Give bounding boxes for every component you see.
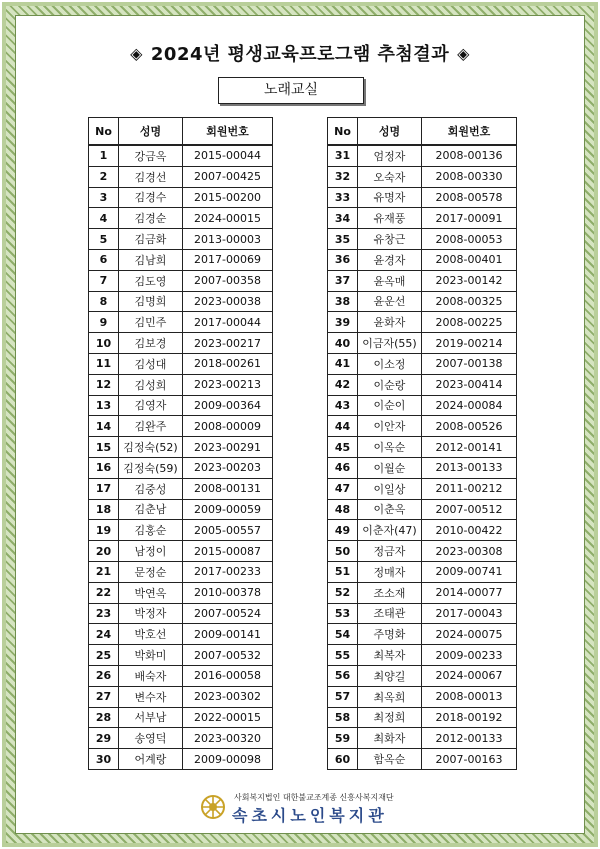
row-name: 강금옥 [119,145,183,166]
table-row [328,395,517,416]
row-name: 정매자 [358,561,422,582]
row-number: 11 [89,353,119,374]
table-header-row [89,118,273,146]
row-number: 34 [328,208,358,229]
table-row [328,187,517,208]
row-number: 54 [328,624,358,645]
row-name: 유창근 [358,229,422,250]
table-row [328,499,517,520]
row-member-id: 2019-00214 [422,333,517,354]
table-row [89,208,273,229]
row-number: 1 [89,145,119,166]
row-name: 어계랑 [119,749,183,770]
row-name: 최옥희 [358,686,422,707]
row-member-id: 2015-00087 [183,541,273,562]
row-member-id: 2012-00141 [422,437,517,458]
row-number: 24 [89,624,119,645]
roster-table-right [327,117,517,770]
table-row [89,541,273,562]
row-name: 김경선 [119,166,183,187]
row-name: 조소재 [358,582,422,603]
row-member-id: 2007-00512 [422,499,517,520]
table-row [89,395,273,416]
row-number: 59 [328,728,358,749]
row-member-id: 2008-00330 [422,166,517,187]
table-row [89,582,273,603]
table-row [89,353,273,374]
row-member-id: 2023-00213 [183,374,273,395]
row-number: 39 [328,312,358,333]
row-name: 엄정자 [358,145,422,166]
row-name: 이춘자(47) [358,520,422,541]
row-member-id: 2010-00422 [422,520,517,541]
row-name: 박연옥 [119,582,183,603]
row-number: 23 [89,603,119,624]
class-name-label: 노래교실 [263,82,319,98]
row-number: 57 [328,686,358,707]
row-number: 33 [328,187,358,208]
row-member-id: 2017-00091 [422,208,517,229]
table-row [89,749,273,770]
table-row [89,624,273,645]
row-member-id: 2008-00225 [422,312,517,333]
row-number: 12 [89,374,119,395]
row-number: 19 [89,520,119,541]
row-name: 윤운선 [358,291,422,312]
row-name: 배숙자 [119,665,183,686]
row-name: 송영덕 [119,728,183,749]
row-number: 47 [328,478,358,499]
table-row [328,561,517,582]
class-name-box [218,77,364,104]
row-member-id: 2012-00133 [422,728,517,749]
table-row [328,624,517,645]
table-row [328,541,517,562]
row-number: 8 [89,291,119,312]
row-number: 41 [328,353,358,374]
table-row [89,561,273,582]
row-name: 최정희 [358,707,422,728]
table-row [328,333,517,354]
row-name: 윤옥매 [358,270,422,291]
row-member-id: 2008-00053 [422,229,517,250]
footer [200,790,440,826]
table-row [89,707,273,728]
row-name: 조태관 [358,603,422,624]
table-row [328,478,517,499]
row-name: 김홍순 [119,520,183,541]
row-name: 박호선 [119,624,183,645]
row-number: 43 [328,395,358,416]
row-member-id: 2007-00138 [422,353,517,374]
row-name: 김경순 [119,208,183,229]
row-number: 37 [328,270,358,291]
header-name: 성명 [358,118,422,146]
row-name: 이금자(55) [358,333,422,354]
row-number: 5 [89,229,119,250]
table-header-row [328,118,517,146]
row-number: 6 [89,249,119,270]
footer-subtitle: 사회복지법인 대한불교조계종 신흥사복지재단 [234,793,394,802]
row-number: 60 [328,749,358,770]
row-name: 김정숙(52) [119,437,183,458]
row-member-id: 2007-00532 [183,645,273,666]
row-member-id: 2009-00098 [183,749,273,770]
row-number: 14 [89,416,119,437]
row-name: 김춘남 [119,499,183,520]
row-name: 김완주 [119,416,183,437]
row-number: 31 [328,145,358,166]
row-member-id: 2008-00578 [422,187,517,208]
row-name: 문정순 [119,561,183,582]
row-member-id: 2023-00308 [422,541,517,562]
roster-table-left [88,117,273,770]
dharma-wheel-icon [200,794,226,820]
row-name: 김보경 [119,333,183,354]
row-name: 이안자 [358,416,422,437]
row-number: 52 [328,582,358,603]
row-name: 오숙자 [358,166,422,187]
row-number: 7 [89,270,119,291]
table-row [89,457,273,478]
row-number: 29 [89,728,119,749]
row-number: 15 [89,437,119,458]
table-row [89,520,273,541]
row-name: 박정자 [119,603,183,624]
row-member-id: 2014-00077 [422,582,517,603]
row-member-id: 2017-00043 [422,603,517,624]
row-number: 22 [89,582,119,603]
row-member-id: 2009-00233 [422,645,517,666]
row-number: 48 [328,499,358,520]
table-row [328,582,517,603]
row-member-id: 2013-00133 [422,457,517,478]
row-name: 김민주 [119,312,183,333]
row-member-id: 2023-00302 [183,686,273,707]
row-number: 53 [328,603,358,624]
table-row [89,145,273,166]
row-number: 58 [328,707,358,728]
page-title-text: 2024년 평생교육프로그램 추첨결과 [150,44,450,65]
row-member-id: 2007-00524 [183,603,273,624]
row-member-id: 2010-00378 [183,582,273,603]
row-member-id: 2009-00741 [422,561,517,582]
table-row [89,291,273,312]
header-no: No [89,118,119,146]
row-number: 50 [328,541,358,562]
row-name: 이춘옥 [358,499,422,520]
row-member-id: 2007-00163 [422,749,517,770]
row-name: 이순이 [358,395,422,416]
row-member-id: 2008-00013 [422,686,517,707]
footer-org-name: 속초시노인복지관 [232,806,388,825]
row-member-id: 2016-00058 [183,665,273,686]
table-row [328,229,517,250]
row-number: 3 [89,187,119,208]
row-number: 21 [89,561,119,582]
table-row [328,312,517,333]
row-name: 박화미 [119,645,183,666]
table-row [89,728,273,749]
table-row [89,603,273,624]
row-name: 유명자 [358,187,422,208]
row-member-id: 2007-00425 [183,166,273,187]
row-number: 51 [328,561,358,582]
row-member-id: 2023-00142 [422,270,517,291]
row-member-id: 2023-00203 [183,457,273,478]
row-member-id: 2009-00059 [183,499,273,520]
row-member-id: 2017-00069 [183,249,273,270]
table-row [89,187,273,208]
row-number: 44 [328,416,358,437]
row-member-id: 2008-00009 [183,416,273,437]
row-number: 20 [89,541,119,562]
table-row [328,665,517,686]
row-number: 10 [89,333,119,354]
table-row [328,437,517,458]
table-row [89,686,273,707]
table-row [328,291,517,312]
row-name: 김도영 [119,270,183,291]
row-member-id: 2024-00067 [422,665,517,686]
row-member-id: 2011-00212 [422,478,517,499]
row-name: 최양길 [358,665,422,686]
roster-body-left [89,145,273,769]
title-diamond-right-icon: ◈ [457,44,470,63]
row-member-id: 2024-00084 [422,395,517,416]
row-number: 38 [328,291,358,312]
row-number: 26 [89,665,119,686]
table-row [328,166,517,187]
row-number: 55 [328,645,358,666]
table-row [328,145,517,166]
row-name: 이일상 [358,478,422,499]
row-member-id: 2008-00526 [422,416,517,437]
roster-body-right [328,145,517,769]
table-row [89,229,273,250]
row-name: 최복자 [358,645,422,666]
table-row [89,416,273,437]
row-number: 27 [89,686,119,707]
row-member-id: 2018-00261 [183,353,273,374]
row-member-id: 2015-00200 [183,187,273,208]
row-member-id: 2009-00141 [183,624,273,645]
row-member-id: 2008-00131 [183,478,273,499]
row-name: 이순랑 [358,374,422,395]
row-name: 김금화 [119,229,183,250]
row-member-id: 2008-00136 [422,145,517,166]
table-row [328,520,517,541]
table-row [328,416,517,437]
row-number: 46 [328,457,358,478]
row-number: 4 [89,208,119,229]
row-name: 서부남 [119,707,183,728]
row-name: 변수자 [119,686,183,707]
table-row [328,707,517,728]
title-diamond-left-icon: ◈ [130,44,143,63]
row-number: 40 [328,333,358,354]
row-member-id: 2018-00192 [422,707,517,728]
table-row [328,728,517,749]
row-number: 9 [89,312,119,333]
row-number: 36 [328,249,358,270]
row-number: 30 [89,749,119,770]
table-row [89,166,273,187]
row-name: 이월순 [358,457,422,478]
table-row [328,457,517,478]
row-number: 17 [89,478,119,499]
row-member-id: 2005-00557 [183,520,273,541]
table-row [328,270,517,291]
page-title [0,40,600,66]
row-name: 김중성 [119,478,183,499]
row-name: 김경수 [119,187,183,208]
table-row [89,312,273,333]
row-name: 김명희 [119,291,183,312]
row-number: 49 [328,520,358,541]
header-no: No [328,118,358,146]
header-member-id: 회원번호 [422,118,517,146]
table-row [89,437,273,458]
table-row [89,270,273,291]
table-row [328,645,517,666]
table-row [328,749,517,770]
row-member-id: 2008-00325 [422,291,517,312]
row-name: 함옥순 [358,749,422,770]
row-member-id: 2017-00233 [183,561,273,582]
row-member-id: 2024-00075 [422,624,517,645]
row-name: 유재풍 [358,208,422,229]
table-row [328,374,517,395]
row-number: 25 [89,645,119,666]
row-name: 정금자 [358,541,422,562]
table-row [89,478,273,499]
row-member-id: 2015-00044 [183,145,273,166]
row-member-id: 2024-00015 [183,208,273,229]
row-name: 김성대 [119,353,183,374]
row-number: 56 [328,665,358,686]
table-row [89,374,273,395]
row-member-id: 2007-00358 [183,270,273,291]
row-member-id: 2023-00217 [183,333,273,354]
row-name: 윤경자 [358,249,422,270]
row-member-id: 2023-00291 [183,437,273,458]
table-row [89,333,273,354]
table-row [328,353,517,374]
row-number: 13 [89,395,119,416]
table-row [328,686,517,707]
row-number: 32 [328,166,358,187]
row-member-id: 2013-00003 [183,229,273,250]
row-name: 윤화자 [358,312,422,333]
row-name: 김남희 [119,249,183,270]
row-name: 김성희 [119,374,183,395]
row-name: 최화자 [358,728,422,749]
row-number: 45 [328,437,358,458]
table-row [328,208,517,229]
row-member-id: 2008-00401 [422,249,517,270]
row-member-id: 2023-00038 [183,291,273,312]
row-number: 18 [89,499,119,520]
row-number: 2 [89,166,119,187]
row-number: 28 [89,707,119,728]
row-member-id: 2022-00015 [183,707,273,728]
row-member-id: 2009-00364 [183,395,273,416]
header-name: 성명 [119,118,183,146]
row-member-id: 2017-00044 [183,312,273,333]
row-number: 16 [89,457,119,478]
header-member-id: 회원번호 [183,118,273,146]
row-member-id: 2023-00320 [183,728,273,749]
table-row [89,249,273,270]
row-name: 주명화 [358,624,422,645]
row-name: 이소정 [358,353,422,374]
row-member-id: 2023-00414 [422,374,517,395]
row-number: 35 [328,229,358,250]
table-row [328,603,517,624]
row-name: 남정이 [119,541,183,562]
row-name: 김영자 [119,395,183,416]
table-row [89,665,273,686]
table-row [328,249,517,270]
row-number: 42 [328,374,358,395]
table-row [89,645,273,666]
table-row [89,499,273,520]
row-name: 김정숙(59) [119,457,183,478]
row-name: 이옥순 [358,437,422,458]
